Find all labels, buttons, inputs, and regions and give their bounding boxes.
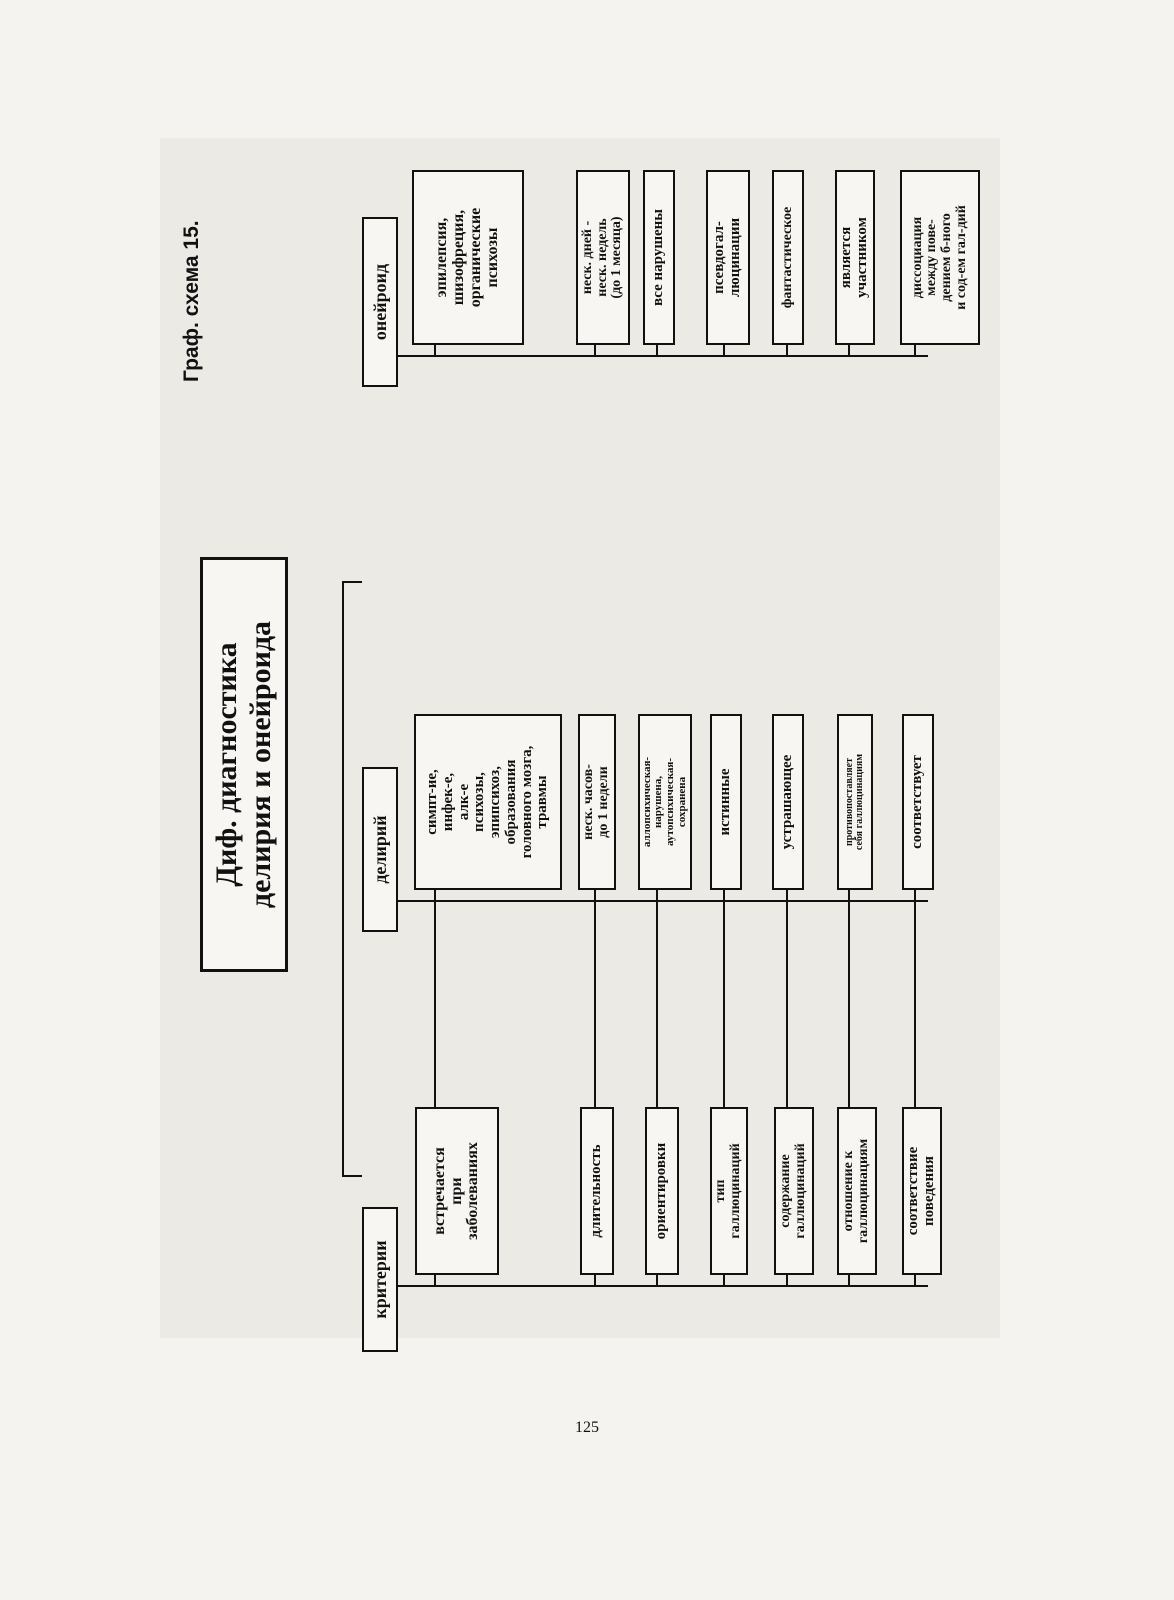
delirium-item: неск. часов- до 1 недели (578, 714, 616, 890)
delirium-tick (786, 890, 788, 902)
delirium-item: соответствует (902, 714, 934, 890)
oneiroid-tick (656, 345, 658, 357)
connector-spine-top (342, 1175, 362, 1177)
oneiroid-item: фантастическое (772, 170, 804, 345)
title-line-1: Диф. диагностика (209, 642, 243, 887)
criteria-item: встречается при заболеваниях (415, 1107, 499, 1275)
criteria-item: соответствие поведения (902, 1107, 942, 1275)
criteria-tick (723, 1275, 725, 1287)
criteria-item: тип галлюцинаций (710, 1107, 748, 1275)
criteria-item: содержание галлюцинаций (774, 1107, 814, 1275)
connector-spine-top (342, 581, 344, 1177)
oneiroid-header: онейроид (362, 217, 398, 387)
row-connector (594, 902, 596, 1107)
oneiroid-tick (786, 345, 788, 357)
criteria-item: ориентировки (645, 1107, 679, 1275)
oneiroid-tick (723, 345, 725, 357)
connector-spine-top (342, 581, 362, 583)
criteria-tick (656, 1275, 658, 1287)
criteria-tick (786, 1275, 788, 1287)
oneiroid-item: псевдогал- люцинации (706, 170, 750, 345)
criteria-header: критерии (362, 1207, 398, 1352)
criteria-tick (594, 1275, 596, 1287)
delirium-item: противопоставляет себя галлюцинациям (837, 714, 873, 890)
row-connector (848, 902, 850, 1107)
delirium-item: симпт-ие, инфек-е, алк-е психозы, эпипсихоз, образования головного мозга, травмы (414, 714, 562, 890)
criteria-tick (914, 1275, 916, 1287)
row-connector (786, 902, 788, 1107)
delirium-item: аллопсихическая- нарушена, аутопсихическая- сохранена (638, 714, 692, 890)
delirium-tick (723, 890, 725, 902)
row-connector (914, 902, 916, 1107)
criteria-tick (434, 1275, 436, 1287)
oneiroid-item: диссоциация между пове- дением б-ного и сод-ем гал-дий (900, 170, 980, 345)
oneiroid-item: является участником (835, 170, 875, 345)
delirium-item: устрашающее (772, 714, 804, 890)
criteria-item: отношение к галлюцинациям (837, 1107, 877, 1275)
row-connector (656, 902, 658, 1107)
page-number: 125 (575, 1419, 599, 1436)
oneiroid-item: эпилепсия, шизофреция, органические психозы (412, 170, 524, 345)
title-line-2: делирия и онейроида (244, 620, 277, 909)
oneiroid-item: все нарушены (643, 170, 675, 345)
row-connector (434, 902, 436, 1107)
oneiroid-item: неск. дней - неск. недель (до 1 месяца) (576, 170, 630, 345)
criteria-item: длительность (580, 1107, 614, 1275)
delirium-tick (656, 890, 658, 902)
row-connector (723, 902, 725, 1107)
scheme-label: Граф. схема 15. (180, 220, 203, 382)
delirium-item: истинные (710, 714, 742, 890)
oneiroid-tick (848, 345, 850, 357)
criteria-tick (848, 1275, 850, 1287)
oneiroid-tick (434, 345, 436, 357)
delirium-tick (914, 890, 916, 902)
rotated-diagram (180, 162, 1005, 1357)
oneiroid-tick (914, 345, 916, 357)
delirium-header: делирий (362, 767, 398, 932)
delirium-tick (434, 890, 436, 902)
oneiroid-tick (594, 345, 596, 357)
diagram-title (200, 557, 288, 972)
delirium-tick (848, 890, 850, 902)
delirium-tick (594, 890, 596, 902)
